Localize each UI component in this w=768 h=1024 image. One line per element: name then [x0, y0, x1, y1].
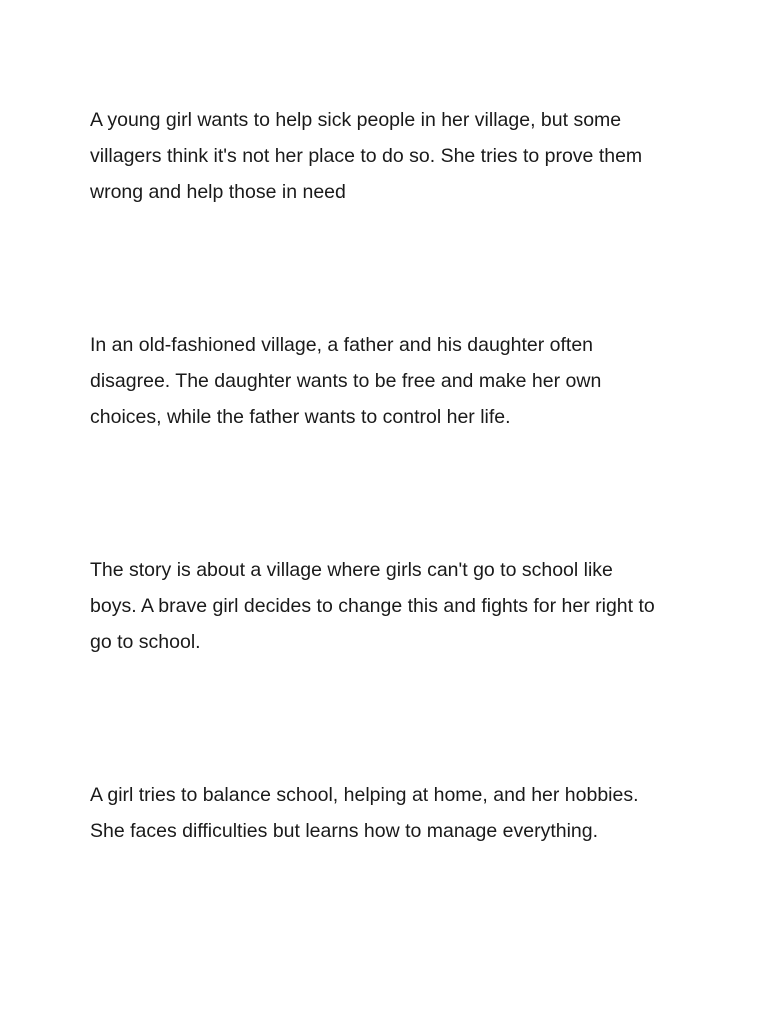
- paragraph-line: She faces difficulties but learns how to manage everything.: [90, 820, 599, 842]
- paragraph-line: villagers think it's not her place to do so. She tries to prove them: [90, 145, 643, 167]
- paragraph-line: disagree. The daughter wants to be free and make her own: [90, 370, 602, 392]
- paragraph-line: A girl tries to balance school, helping at home, and her hobbies.: [90, 784, 639, 806]
- paragraph-line: choices, while the father wants to control her life.: [90, 406, 511, 428]
- paragraph-line: A young girl wants to help sick people in her village, but some: [90, 109, 622, 131]
- paragraph-line: In an old-fashioned village, a father and his daughter often: [90, 334, 594, 356]
- story-summary-paragraph-4: [90, 777, 690, 849]
- story-summary-paragraph-1: [90, 102, 690, 210]
- paragraph-line: boys. A brave girl decides to change this and fights for her right to: [90, 595, 655, 617]
- paragraph-line: wrong and help those in need: [90, 181, 346, 203]
- paragraph-line: go to school.: [90, 631, 201, 653]
- story-summary-paragraph-3: [90, 552, 690, 660]
- story-summary-paragraph-2: [90, 327, 690, 435]
- paragraph-line: The story is about a village where girls can't go to school like: [90, 559, 613, 581]
